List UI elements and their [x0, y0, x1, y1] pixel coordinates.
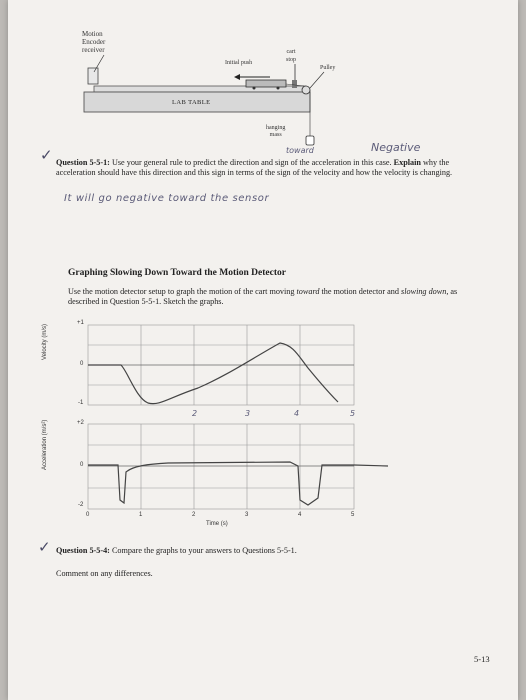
- velocity-hand-tick-2: 2: [192, 409, 198, 418]
- section-title: Graphing Slowing Down Toward the Motion Detector: [68, 268, 286, 278]
- section-intro-slowing: slowing down: [401, 287, 447, 296]
- question-5-5-4-number: Question 5-5-4:: [56, 546, 110, 555]
- question-5-5-4-text: Compare the graphs to your answers to Questions 5-5-1.: [109, 546, 297, 555]
- encoder-label-line1: Motion: [82, 30, 103, 38]
- worksheet-page: [8, 0, 518, 700]
- handwritten-check-554: ✓: [38, 538, 51, 556]
- question-5-5-4-line2: Comment on any differences.: [56, 569, 153, 578]
- velocity-ylabel: Velocity (m/s): [42, 323, 48, 360]
- accel-xtick-1: 1: [139, 512, 143, 518]
- velocity-hand-tick-3: 3: [245, 409, 251, 418]
- encoder-label-line2: Encoder: [82, 38, 106, 46]
- section-intro-toward: toward: [296, 287, 320, 296]
- encoder-label-line3: receiver: [82, 46, 105, 54]
- handwritten-negative: Negative: [371, 141, 421, 154]
- section-intro-c: , as described in Question 5-5-1. Sketch the graphs.: [68, 287, 458, 306]
- velocity-hand-tick-4: 4: [294, 409, 300, 418]
- accel-ytick-plus2: +2: [77, 420, 84, 426]
- cart-stop-label-line1: cart: [286, 49, 296, 55]
- velocity-sketch-line: [88, 343, 338, 404]
- accel-xtick-4: 4: [298, 512, 302, 518]
- accel-plot-frame: [88, 424, 354, 509]
- cart-stop-label-line2: stop: [286, 57, 297, 63]
- accel-xtick-5: 5: [351, 512, 355, 518]
- velocity-ytick-plus1: +1: [77, 320, 84, 326]
- section-intro-b: the motion detector and: [319, 287, 402, 296]
- handwritten-toward: toward: [286, 146, 314, 155]
- question-5-5-1-number: Question 5-5-1:: [56, 158, 110, 167]
- accel-sketch-line: [88, 462, 388, 505]
- velocity-ytick-minus1: -1: [78, 400, 84, 406]
- hanging-mass-label-line2: mass: [269, 132, 282, 138]
- question-5-5-4: [56, 546, 476, 556]
- section-intro-a: Use the motion detector setup to graph the motion of the cart moving: [68, 287, 297, 296]
- velocity-grid: [88, 325, 354, 405]
- accel-xtick-3: 3: [245, 512, 249, 518]
- accel-grid: [88, 424, 354, 509]
- page-number: 5-13: [474, 654, 490, 664]
- velocity-graph: [8, 0, 518, 700]
- initial-push-label: Initial push: [225, 60, 253, 66]
- accel-ytick-minus2: -2: [78, 502, 84, 508]
- question-5-5-1-text-b: why the acceleration should have this direction and this sign in terms of the sign of the velocity and how the velocity is changing.: [56, 158, 453, 177]
- accel-ytick-0: 0: [80, 462, 84, 468]
- handwritten-answer-551: It will go negative toward the sensor: [64, 193, 270, 204]
- handwritten-check-551: ✓: [40, 146, 53, 164]
- hanging-mass-label-line1: hanging: [266, 125, 286, 131]
- accel-ylabel: Acceleration (m/s²): [42, 419, 48, 470]
- question-5-5-1-text-a: Use your general rule to predict the direction and sign of the acceleration in this case.: [109, 158, 394, 167]
- accel-xlabel: Time (s): [206, 521, 228, 527]
- accel-xtick-2: 2: [192, 512, 196, 518]
- velocity-ytick-0: 0: [80, 361, 84, 367]
- accel-xtick-0: 0: [86, 512, 90, 518]
- velocity-hand-tick-5: 5: [350, 409, 356, 418]
- question-5-5-1-bold: Explain: [393, 158, 421, 167]
- lab-table-label: LAB TABLE: [172, 99, 211, 106]
- pulley-label: Pulley: [320, 65, 336, 71]
